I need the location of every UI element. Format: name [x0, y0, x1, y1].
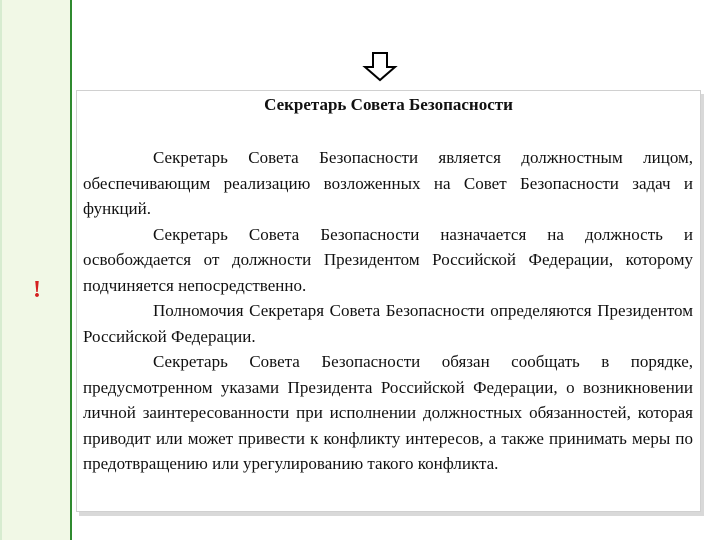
- paragraph: Секретарь Совета Безопасности является должностным лицом, обеспечивающим реализацию возложенных на Совет Безопасности задач и функций.: [83, 148, 693, 218]
- paragraph: Секретарь Совета Безопасности обязан сообщать в порядке, предусмотренном указами Президента Российской Федерации, о возникновении личной заинтересованности при исполнении должностных обязанностей, которая приводит или может привести к конфликту интересов, а также принимать меры по предотвращению или урегулированию такого конфликта.: [83, 352, 693, 473]
- paragraph: Секретарь Совета Безопасности назначается на должность и освобождается от должности Президентом Российской Федерации, которому подчиняется непосредственно.: [83, 224, 693, 295]
- document-title: Секретарь Совета Безопасности: [264, 95, 513, 114]
- document-body: [83, 145, 693, 477]
- sidebar-edge: [0, 0, 2, 540]
- content-panel: [76, 90, 701, 512]
- exclamation-marker: !: [33, 277, 41, 303]
- down-arrow-icon: [362, 52, 398, 82]
- left-sidebar: [0, 0, 72, 540]
- paragraph: Полномочия Секретаря Совета Безопасности определяются Президентом Российской Федерации.: [83, 301, 693, 346]
